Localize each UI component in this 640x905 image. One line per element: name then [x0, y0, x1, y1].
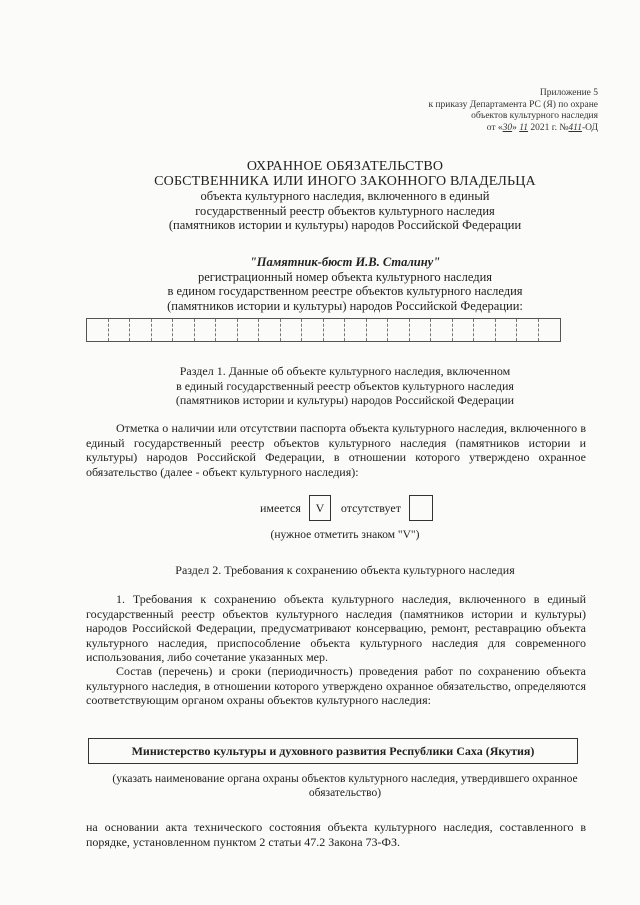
- date-month: 11: [519, 122, 529, 133]
- passport-paragraph: Отметка о наличии или отсутствии паспорта объекта культурного наследия, включенного в единый государственный реестр объектов культурного наследия (памятников истории и культуры) народов Российской Федерации, в отношении которого утверждено охранное обязательство (далее - объект культурного наследия):: [86, 421, 586, 479]
- reg-number-cell[interactable]: [539, 319, 561, 341]
- check-hint: (нужное отметить знаком "V"): [270, 529, 420, 541]
- reg-number-cell[interactable]: [496, 319, 518, 341]
- reg-number-cell[interactable]: [367, 319, 389, 341]
- ministry-field[interactable]: Министерство культуры и духовного развития Республики Саха (Якутия): [88, 738, 578, 764]
- reg-number-cell[interactable]: [259, 319, 281, 341]
- monument-line-2: регистрационный номер объекта культурного наследия: [197, 269, 493, 284]
- reg-number-cell[interactable]: [109, 319, 131, 341]
- reg-number-cell[interactable]: [87, 319, 109, 341]
- section-1-line-3: (памятников истории и культуры) народов Российской Федерации: [175, 393, 515, 407]
- reg-number-cell[interactable]: [130, 319, 152, 341]
- reg-number-cell[interactable]: [388, 319, 410, 341]
- reg-number-cell[interactable]: [173, 319, 195, 341]
- reg-number-cell[interactable]: [517, 319, 539, 341]
- reg-number-cell[interactable]: [410, 319, 432, 341]
- requirements-paragraph: 1. Требования к сохранению объекта культурного наследия, включенного в единый государственный реестр объектов культурного наследия (памятников истории и культуры) народов Российской Федерации, предусматривают консервацию, ремонт, реставрацию объекта культурного наследия, приспособление объекта культурного наследия для современного использования, либо сочетание указанных мер.: [86, 592, 586, 664]
- title-line-1: ОХРАННОЕ ОБЯЗАТЕЛЬСТВО: [246, 159, 444, 174]
- reg-number-cell[interactable]: [324, 319, 346, 341]
- appendix-note: [428, 88, 598, 134]
- monument-line-4: (памятников истории и культуры) народов Российской Федерации:: [167, 298, 523, 313]
- works-paragraph: Состав (перечень) и сроки (периодичность) проведения работ по сохранению объекта культурного наследия, в отношении которого утверждено охранное обязательство, определяются соответствующим органом охраны объектов культурного наследия:: [86, 664, 586, 707]
- reg-number-cell[interactable]: [302, 319, 324, 341]
- section-1-line-1: Раздел 1. Данные об объекте культурного наследия, включенном: [179, 364, 511, 378]
- absent-label: отсутствует: [340, 500, 401, 515]
- reg-number-cell[interactable]: [431, 319, 453, 341]
- title-line-3: объекта культурного наследия, включенного в единый: [200, 189, 490, 203]
- absent-checkbox[interactable]: [409, 495, 433, 521]
- has-label: имеется: [260, 500, 301, 515]
- passport-check-row: [260, 495, 443, 521]
- basis-paragraph: на основании акта технического состояния объекта культурного наследия, составленного в порядке, установленном пунктом 2 статьи 47.2 Закона 73-ФЗ.: [86, 820, 586, 849]
- reg-number-cell[interactable]: [216, 319, 238, 341]
- appendix-line-3: объектов культурного наследия: [471, 111, 598, 121]
- order-number: 411: [568, 122, 582, 133]
- section-1-heading: [80, 364, 610, 408]
- section-1-line-2: в единый государственный реестр объектов культурного наследия: [176, 378, 514, 393]
- appendix-date: от «30» 11 2021 г. №411-ОД: [486, 122, 598, 133]
- monument-block: [80, 255, 610, 313]
- monument-name: "Памятник-бюст И.В. Сталину": [249, 255, 441, 269]
- title-line-4: государственный реестр объектов культурного наследия: [195, 203, 495, 218]
- ministry-hint: (указать наименование органа охраны объектов культурного наследия, утвердившего охранное обязательство): [112, 773, 578, 799]
- reg-number-cell[interactable]: [474, 319, 496, 341]
- reg-number-cell[interactable]: [345, 319, 367, 341]
- monument-line-3: в едином государственном реестре объектов культурного наследия: [167, 284, 523, 298]
- title-line-2: СОБСТВЕННИКА ИЛИ ИНОГО ЗАКОННОГО ВЛАДЕЛЬЦА: [154, 173, 536, 189]
- reg-number-cell[interactable]: [195, 319, 217, 341]
- title-line-5: (памятников истории и культуры) народов Российской Федерации: [168, 218, 522, 232]
- reg-number-cell[interactable]: [238, 319, 260, 341]
- section-2-heading: Раздел 2. Требования к сохранению объекта культурного наследия: [175, 563, 515, 577]
- appendix-line-2: к приказу Департамента РС (Я) по охране: [428, 99, 598, 110]
- registration-number-grid: [86, 318, 561, 342]
- document-title: [80, 160, 610, 233]
- reg-number-cell[interactable]: [152, 319, 174, 341]
- reg-number-cell[interactable]: [281, 319, 303, 341]
- has-checkbox[interactable]: V: [309, 495, 331, 521]
- appendix-line-1: Приложение 5: [539, 88, 598, 98]
- reg-number-cell[interactable]: [453, 319, 475, 341]
- date-day: 30: [502, 122, 513, 133]
